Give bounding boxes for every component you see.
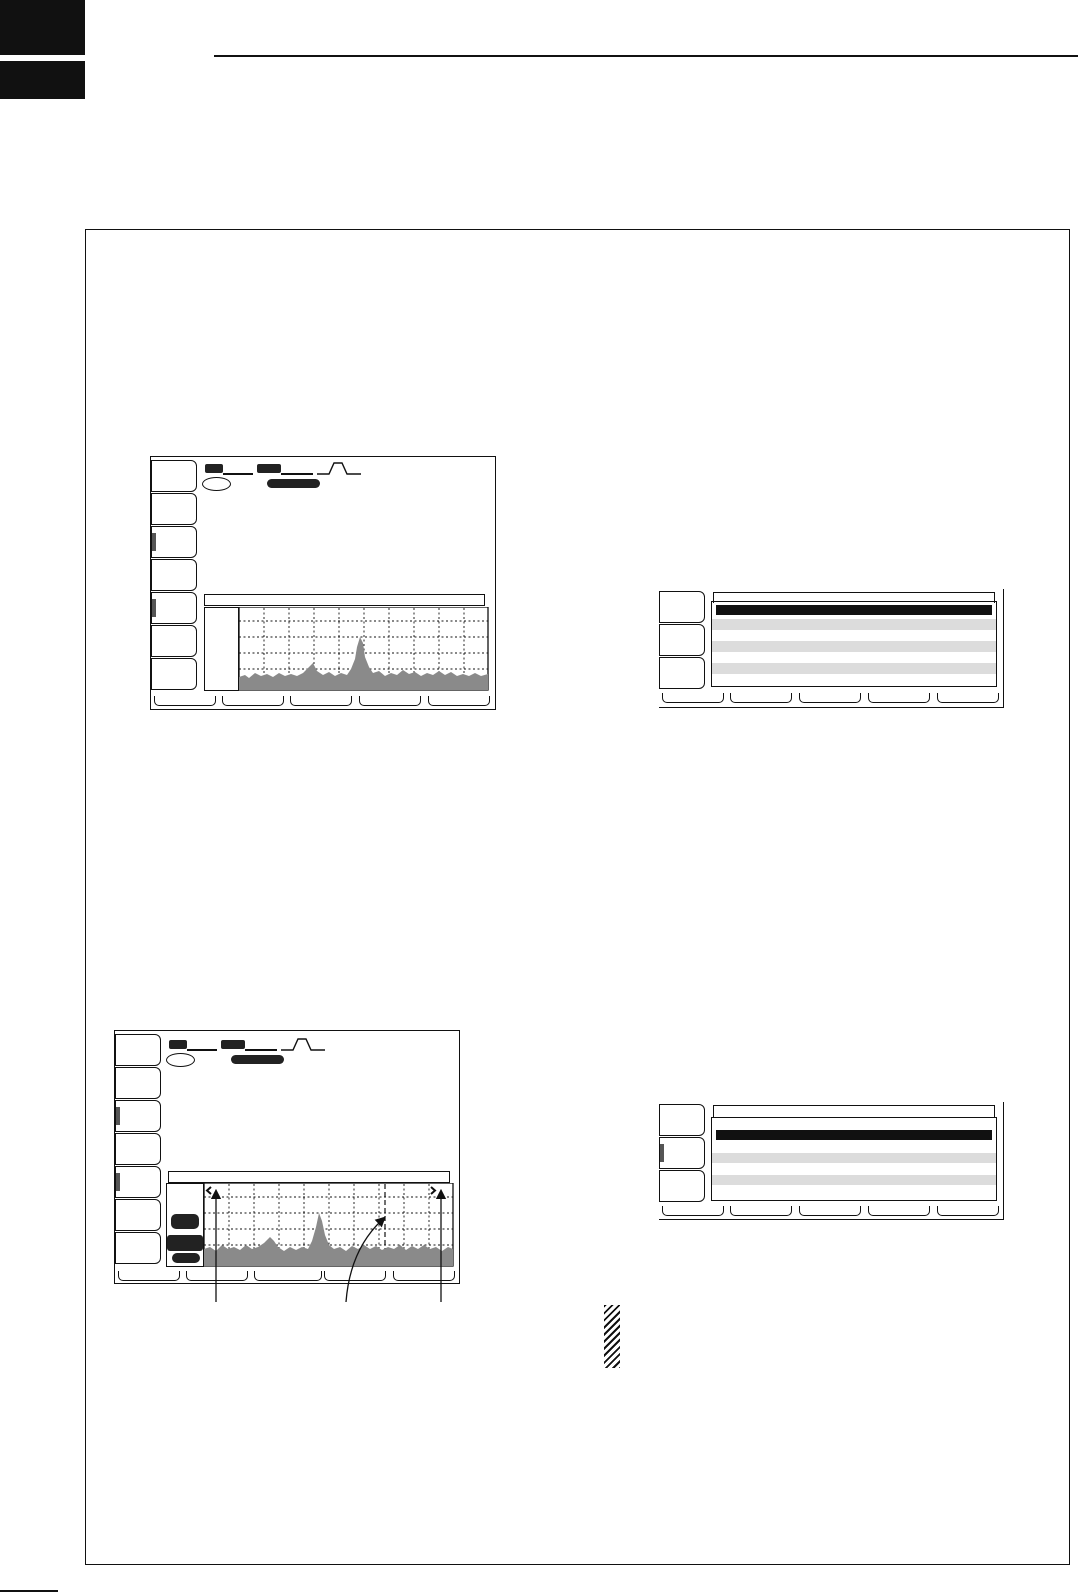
side-key[interactable] [151,559,197,591]
status-pill [267,479,320,488]
side-key[interactable] [151,526,197,558]
hatched-note-icon [604,1305,620,1368]
function-key[interactable] [118,1271,180,1281]
function-key[interactable] [937,1206,999,1216]
lcd-list-screen-1 [659,589,1004,708]
function-key[interactable] [799,1206,861,1216]
side-key[interactable] [659,1137,705,1169]
vfo-indicator [221,1040,245,1049]
side-key[interactable] [115,1232,161,1264]
side-key[interactable] [115,1067,161,1099]
scope-hold-button[interactable] [172,1253,200,1263]
lcd-spectrum-screen-1 [150,456,496,710]
function-key[interactable] [154,696,216,706]
indicator-underline [245,1049,277,1051]
function-key[interactable] [799,693,861,703]
status-oval [166,1053,195,1067]
side-key[interactable] [151,460,197,492]
status-pill [231,1055,284,1064]
filter-shape-icon [281,1037,325,1051]
side-key[interactable] [115,1133,161,1165]
side-key[interactable] [115,1034,161,1066]
function-key[interactable] [222,696,284,706]
filter-shape-icon [317,461,361,475]
status-oval [202,477,231,491]
indicator-underline [281,473,313,475]
side-key[interactable] [151,625,197,657]
function-key[interactable] [868,1206,930,1216]
list-row-selected[interactable] [716,605,992,615]
side-key[interactable] [151,493,197,525]
mode-indicator [169,1040,187,1049]
list-row[interactable] [712,1153,996,1163]
list-row[interactable] [712,1175,996,1185]
mode-indicator [205,464,223,473]
list-row[interactable] [712,641,996,652]
content-frame [85,229,1070,1565]
side-key[interactable] [151,592,197,624]
function-key[interactable] [937,693,999,703]
function-key[interactable] [730,1206,792,1216]
spectrum-scope [239,607,489,691]
footer-rule [0,1590,58,1592]
indicator-underline [187,1049,217,1051]
scope-span-button[interactable] [167,1235,203,1251]
side-key[interactable] [659,624,705,656]
section-tab-lower [0,61,85,99]
scope-left-panel [204,607,239,691]
vfo-indicator [257,464,281,473]
list-row[interactable] [712,619,996,630]
side-key[interactable] [115,1166,161,1198]
side-key[interactable] [115,1100,161,1132]
side-key[interactable] [659,1104,705,1136]
side-key[interactable] [151,658,197,690]
header-rule [214,55,1078,57]
function-key[interactable] [428,696,490,706]
function-key[interactable] [868,693,930,703]
indicator-underline [223,473,253,475]
scope-header-bar [204,594,485,606]
function-key[interactable] [359,696,421,706]
callout-arrows [200,1180,460,1310]
function-key[interactable] [290,696,352,706]
scope-mode-button[interactable] [171,1214,199,1229]
side-key[interactable] [659,1170,705,1202]
section-tab-upper [0,0,85,55]
list-row[interactable] [712,663,996,674]
side-key[interactable] [115,1199,161,1231]
lcd-list-screen-2 [659,1102,1004,1220]
function-key[interactable] [662,693,724,703]
scope-left-panel [166,1183,204,1267]
list-panel [711,601,997,687]
side-key[interactable] [659,657,705,689]
function-key[interactable] [662,1206,724,1216]
list-panel [711,1117,997,1201]
function-key[interactable] [730,693,792,703]
list-row-selected[interactable] [716,1130,992,1140]
side-key[interactable] [659,591,705,623]
